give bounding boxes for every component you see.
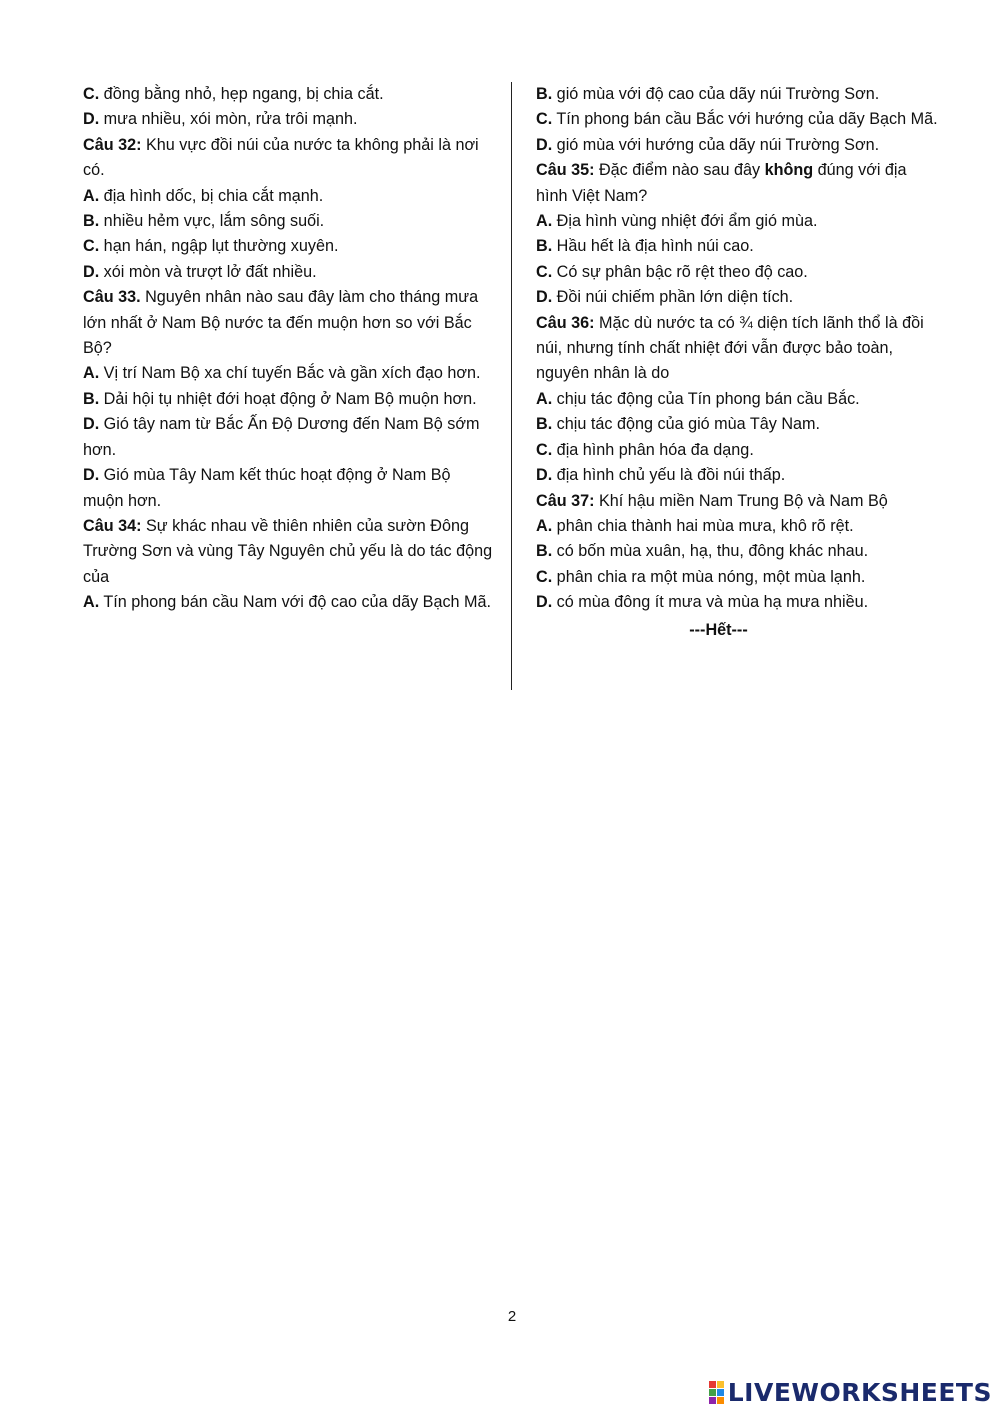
option-text: phân chia ra một mùa nóng, một mùa lạnh. xyxy=(552,567,866,586)
question-32 xyxy=(83,133,495,184)
column-divider xyxy=(511,82,512,690)
line-text: mưa nhiều, xói mòn, rửa trôi mạnh. xyxy=(99,110,358,129)
option-letter: D. xyxy=(536,288,553,307)
question-text: Sự khác nhau về thiên nhiên của sườn Đông Trường Sơn và vùng Tây Nguyên chủ yếu là do tác động của xyxy=(83,516,493,586)
question-text-tail: đúng với địa hình Việt Nam? xyxy=(536,161,907,205)
option-letter: D. xyxy=(83,262,100,281)
question-label: Câu 32: xyxy=(83,135,142,154)
question-34 xyxy=(83,514,495,590)
option-text: hạn hán, ngập lụt thường xuyên. xyxy=(99,237,339,256)
option-text: Gió tây nam từ Bắc Ấn Độ Dương đến Nam Bộ sớm hơn. xyxy=(83,415,480,459)
option-letter: C. xyxy=(536,110,553,129)
option-line xyxy=(536,438,941,463)
option-letter: D. xyxy=(83,466,100,485)
question-35 xyxy=(536,158,941,209)
option-text: nhiều hẻm vực, lắm sông suối. xyxy=(99,212,325,231)
option-letter: B. xyxy=(536,85,553,103)
option-line xyxy=(83,412,495,463)
option-line xyxy=(83,361,495,386)
option-text: có mùa đông ít mưa và mùa hạ mưa nhiều. xyxy=(552,593,869,612)
option-letter: A. xyxy=(83,186,100,205)
question-label: Câu 33. xyxy=(83,288,141,307)
option-line xyxy=(536,463,941,488)
option-line xyxy=(536,82,941,107)
question-text: Khu vực đồi núi của nước ta không phải là nơi có. xyxy=(83,135,479,180)
option-text: Có sự phân bậc rõ rệt theo độ cao. xyxy=(552,262,808,281)
question-36 xyxy=(536,311,941,387)
option-letter: B. xyxy=(83,389,100,408)
logo-square xyxy=(717,1381,724,1388)
left-column xyxy=(83,82,495,616)
option-text: Đồi núi chiếm phần lớn diện tích. xyxy=(552,288,794,307)
option-text: Địa hình vùng nhiệt đới ẩm gió mùa. xyxy=(552,212,818,231)
option-line xyxy=(536,514,941,539)
question-label: Câu 37: xyxy=(536,491,595,510)
option-letter: C. xyxy=(536,262,553,281)
option-line xyxy=(536,260,941,285)
option-letter: A. xyxy=(83,364,100,383)
option-text: địa hình dốc, bị chia cắt mạnh. xyxy=(99,186,324,205)
option-text: có bốn mùa xuân, hạ, thu, đông khác nhau. xyxy=(552,542,869,561)
text-line xyxy=(83,82,495,107)
line-lead: C. xyxy=(83,85,100,103)
option-letter: C. xyxy=(83,237,100,256)
option-letter: A. xyxy=(536,516,553,535)
logo-square xyxy=(709,1389,716,1396)
option-text: chịu tác động của Tín phong bán cầu Bắc. xyxy=(552,389,860,408)
option-line xyxy=(83,184,495,209)
brand-logo[interactable] xyxy=(709,1378,992,1407)
option-letter: D. xyxy=(536,135,553,154)
option-line xyxy=(536,107,941,132)
question-37 xyxy=(536,489,941,514)
option-text: địa hình chủ yếu là đồi núi thấp. xyxy=(552,466,786,485)
option-letter: B. xyxy=(83,212,100,231)
option-letter: D. xyxy=(536,466,553,485)
question-33 xyxy=(83,285,495,361)
option-letter: A. xyxy=(83,593,100,612)
option-text: chịu tác động của gió mùa Tây Nam. xyxy=(552,415,821,434)
option-line xyxy=(536,234,941,259)
option-line xyxy=(83,234,495,259)
brand-name: LIVEWORKSHEETS xyxy=(727,1378,992,1407)
option-letter: B. xyxy=(536,415,553,434)
question-text: Nguyên nhân nào sau đây làm cho tháng mưa lớn nhất ở Nam Bộ nước ta đến muộn hơn so với Bắc Bộ? xyxy=(83,288,479,358)
option-text: Tín phong bán cầu Bắc với hướng của dãy Bạch Mã. xyxy=(552,110,938,129)
option-letter: B. xyxy=(536,237,553,256)
option-text: Hầu hết là địa hình núi cao. xyxy=(552,237,754,256)
question-text: Mặc dù nước ta có ¾ diện tích lãnh thổ là đồi núi, nhưng tính chất nhiệt đới vẫn được bảo toàn, nguyên nhân là do xyxy=(536,313,924,383)
option-line xyxy=(536,387,941,412)
option-text: gió mùa với hướng của dãy núi Trường Sơn. xyxy=(552,135,880,154)
logo-square xyxy=(717,1397,724,1404)
option-text: xói mòn và trượt lở đất nhiều. xyxy=(99,262,317,281)
text-line xyxy=(83,107,495,132)
option-letter: C. xyxy=(536,567,553,586)
line-text: đồng bằng nhỏ, hẹp ngang, bị chia cắt. xyxy=(99,85,384,103)
option-letter: A. xyxy=(536,212,553,231)
option-letter: A. xyxy=(536,389,553,408)
line-lead: D. xyxy=(83,110,100,129)
question-text: Đặc điểm nào sau đây xyxy=(594,161,765,180)
option-text: Gió mùa Tây Nam kết thúc hoạt động ở Nam Bộ muộn hơn. xyxy=(83,466,451,510)
option-line xyxy=(536,209,941,234)
option-text: Vị trí Nam Bộ xa chí tuyến Bắc và gần xích đạo hơn. xyxy=(99,364,481,383)
option-letter: B. xyxy=(536,542,553,561)
logo-square xyxy=(717,1389,724,1396)
option-line xyxy=(83,209,495,234)
option-text: gió mùa với độ cao của dãy núi Trường Sơn. xyxy=(552,85,880,103)
page-number: 2 xyxy=(507,1308,517,1325)
question-label: Câu 35: xyxy=(536,161,595,180)
right-column xyxy=(536,82,941,643)
option-text: địa hình phân hóa đa dạng. xyxy=(552,440,754,459)
logo-square xyxy=(709,1397,716,1404)
option-line xyxy=(536,412,941,437)
logo-grid-icon xyxy=(709,1381,724,1404)
option-line xyxy=(83,590,495,615)
option-line xyxy=(536,133,941,158)
option-letter: D. xyxy=(83,415,100,434)
emphasis-word: không xyxy=(764,161,814,180)
logo-square xyxy=(709,1381,716,1388)
option-text: Dải hội tụ nhiệt đới hoạt động ở Nam Bộ muộn hơn. xyxy=(99,389,477,408)
option-letter: D. xyxy=(536,593,553,612)
option-line xyxy=(536,285,941,310)
question-label: Câu 36: xyxy=(536,313,595,332)
option-line xyxy=(536,539,941,564)
option-line xyxy=(83,260,495,285)
option-text: Tín phong bán cầu Nam với độ cao của dãy Bạch Mã. xyxy=(99,593,492,612)
question-label: Câu 34: xyxy=(83,516,142,535)
option-line xyxy=(83,387,495,412)
option-line xyxy=(83,463,495,514)
option-line xyxy=(536,565,941,590)
question-text: Khí hậu miền Nam Trung Bộ và Nam Bộ xyxy=(594,491,888,510)
end-marker: ---Hết--- xyxy=(689,620,748,639)
option-text: phân chia thành hai mùa mưa, khô rõ rệt. xyxy=(552,516,854,535)
option-letter: C. xyxy=(536,440,553,459)
option-line xyxy=(536,590,941,615)
